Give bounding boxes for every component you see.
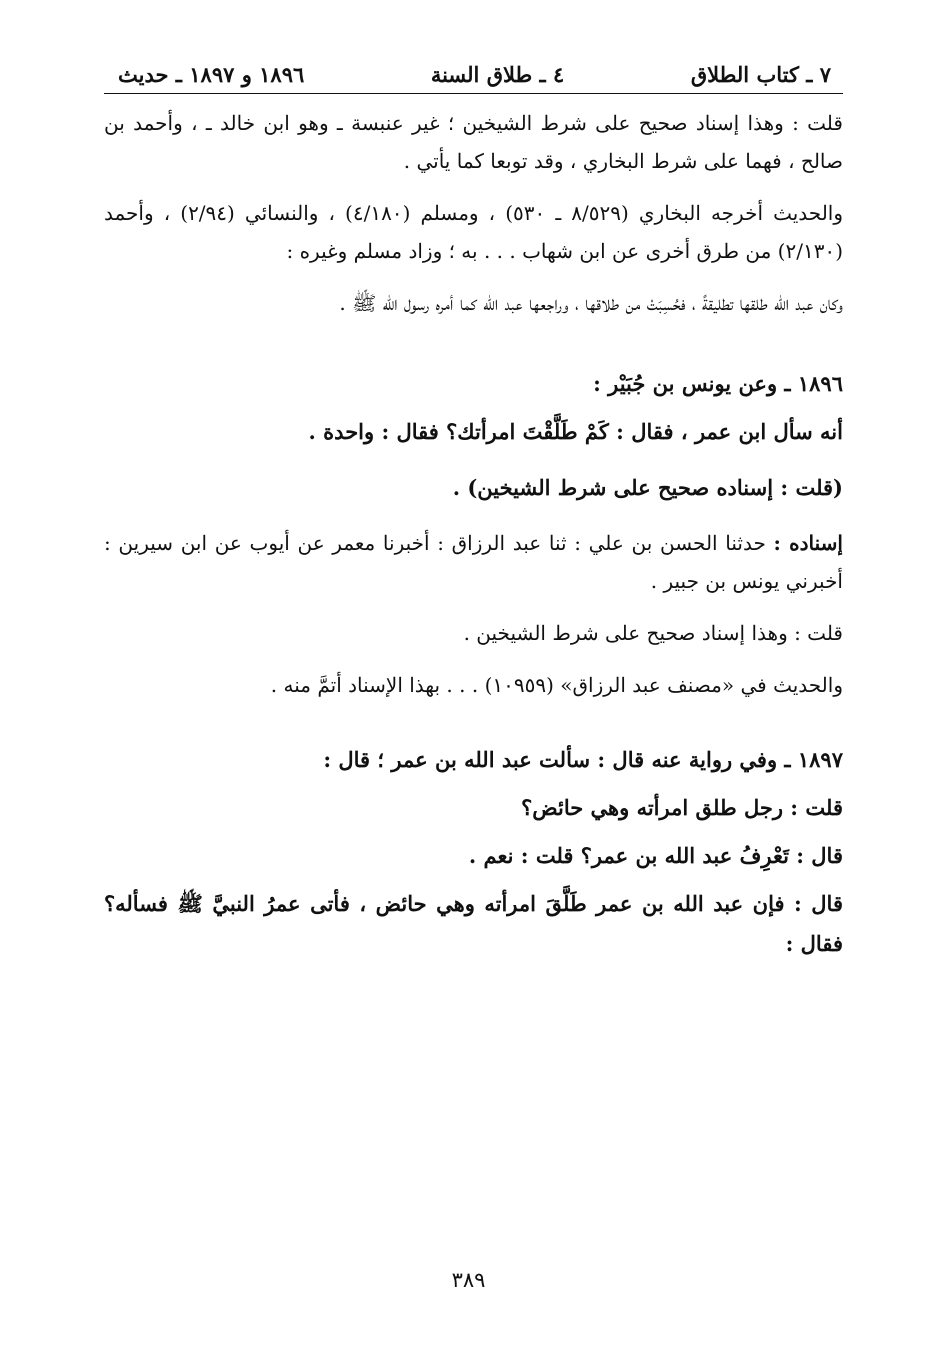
hadith-1897-line-3: قال : فإن عبد الله بن عمر طَلَّقَ امرأته وهي حائض ، فأتى عمرُ النبيَّ ﷺ فسأله؟ فقال : (104, 891, 843, 956)
page-body (104, 104, 843, 964)
running-header (104, 62, 843, 94)
isnad-text: حدثنا الحسن بن علي : ثنا عبد الرزاق : أخبرنا معمر عن أيوب عن ابن سيرين : أخبرني يونس بن جبير . (104, 531, 843, 593)
page-number: ٣٨٩ (451, 1268, 486, 1292)
hadith-1896-source: والحديث في «مصنف عبد الرزاق» (١٠٩٥٩) . . . بهذا الإسناد أتمَّ منه . (270, 673, 843, 697)
hadith-1897-line-1: قلت : رجل طلق امرأته وهي حائض؟ (521, 795, 843, 820)
isnad-label: إسناده : (773, 531, 843, 555)
hadith-1896-note: (قلت : إسناده صحيح على شرط الشيخين) . (452, 475, 843, 500)
header-section: ٤ ـ طلاق السنة (430, 62, 565, 87)
header-chapter: ٧ ـ كتاب الطلاق (690, 62, 831, 87)
paragraph-muslim-addition: وكان عبد الله طلقها تطليقةً ، فحُسِبَتْ من طلاقها ، وراجعها عبد الله كما أمره رسول الله ﷺ . (339, 291, 843, 315)
paragraph-takhrij: والحديث أخرجه البخاري (٨/٥٢٩ ـ ٥٣٠) ، ومسلم (٤/١٨٠) ، والنسائي (٢/٩٤) ، وأحمد (٢/١٣٠) من طرق أخرى عن ابن شهاب . . . به ؛ وزاد مسلم وغيره : (104, 201, 844, 263)
hadith-1896-comment: قلت : وهذا إسناد صحيح على شرط الشيخين . (463, 621, 843, 645)
hadith-1897-line-2: قال : تَعْرِفُ عبد الله بن عمر؟ قلت : نعم . (468, 843, 843, 868)
header-hadith-range: ١٨٩٦ و ١٨٩٧ ـ حديث (118, 62, 305, 87)
hadith-1897-title: ١٨٩٧ ـ وفي رواية عنه قال : سألت عبد الله بن عمر ؛ قال : (323, 747, 843, 772)
hadith-1896-text: أنه سأل ابن عمر ، فقال : كَمْ طَلَّقْتَ امرأتك؟ فقال : واحدة . (308, 419, 843, 444)
paragraph-isnad-comment: قلت : وهذا إسناد صحيح على شرط الشيخين ؛ غير عنبسة ـ وهو ابن خالد ـ ، وأحمد بن صالح ، فهما على شرط البخاري ، وقد توبعا كما يأتي . (104, 111, 843, 173)
hadith-1896-isnad (104, 524, 843, 600)
hadith-1896-title: ١٨٩٦ ـ وعن يونس بن جُبَيْر : (593, 371, 843, 396)
